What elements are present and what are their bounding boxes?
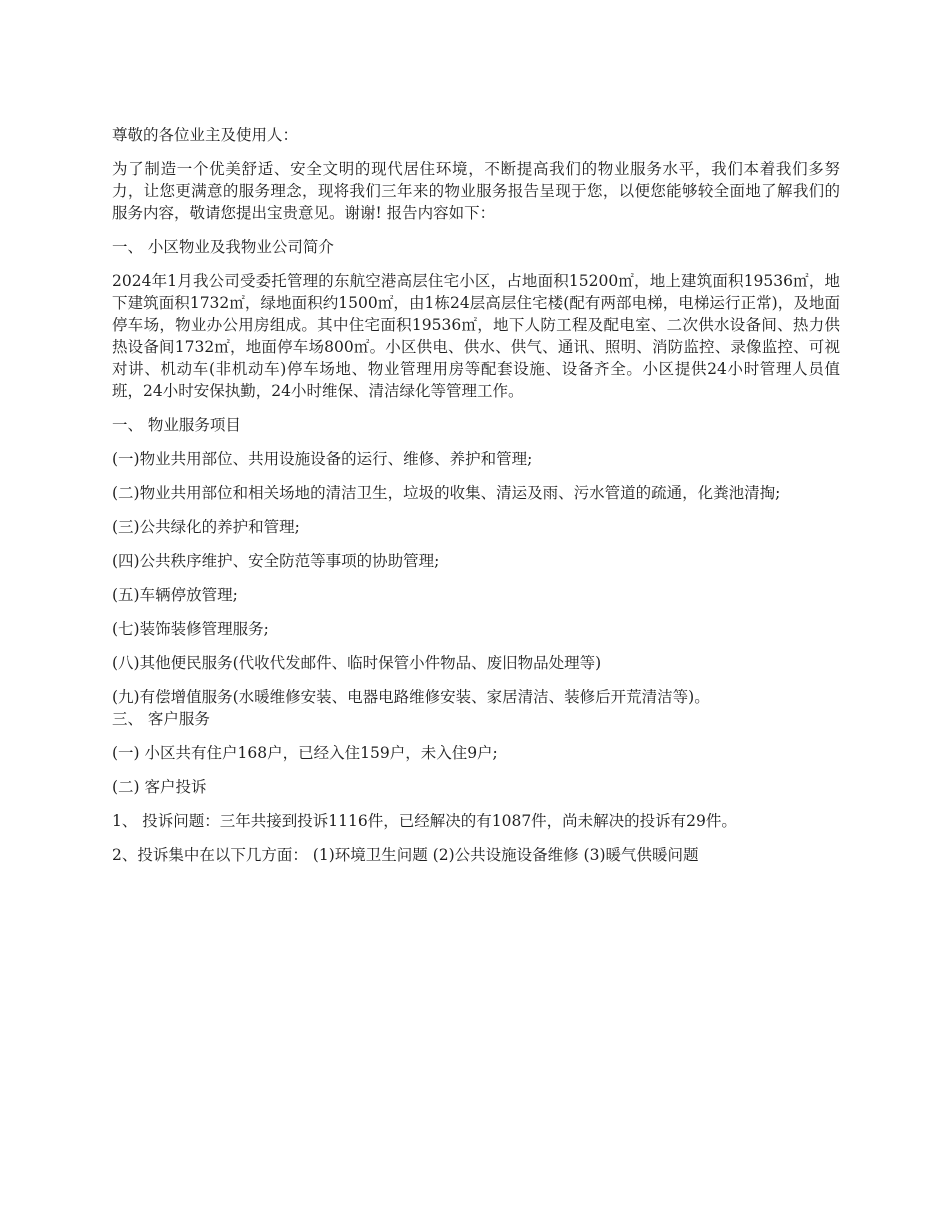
- service-item: (七)装饰装修管理服务;: [112, 620, 269, 638]
- section-heading-services: 一、 物业服务项目: [112, 416, 241, 434]
- service-item: (四)公共秩序维护、安全防范等事项的协助管理;: [112, 552, 440, 570]
- salutation: 尊敬的各位业主及使用人：: [112, 126, 299, 144]
- customer-item: (一) 小区共有住户168户，已经入住159户，未入住9户;: [112, 744, 498, 762]
- service-item: (二)物业共用部位和相关场地的清洁卫生，垃圾的收集、清运及雨、污水管道的疏通，化粪池清掏;: [112, 484, 781, 502]
- service-item: (一)物业共用部位、共用设施设备的运行、维修、养护和管理;: [112, 450, 533, 468]
- service-item: (五)车辆停放管理;: [112, 586, 238, 604]
- section-heading-profile: 一、 小区物业及我物业公司简介: [112, 238, 334, 256]
- customer-item: (二) 客户投诉: [112, 778, 207, 796]
- customer-item: 1、 投诉问题：三年共接到投诉1116件，已经解决的有1087件，尚未解决的投诉有29件。: [112, 812, 737, 830]
- profile-paragraph: 2024年1月我公司受委托管理的东航空港高层住宅小区，占地面积15200㎡，地上建筑面积19536㎡，地下建筑面积1732㎡，绿地面积约1500㎡，由1栋24层高层住宅楼(配有两部电梯，电梯运行正常)，及地面停车场，物业办公用房组成。其中住宅面积19536㎡，地下人防工程及配电室、二次供水设备间、热力供热设备间1732㎡，地面停车场800㎡。小区供电、供水、供气、通讯、照明、消防监控、录像监控、可视对讲、机动车(非机动车)停车场地、物业管理用房等配套设施、设备齐全。小区提供24小时管理人员值班，24小时安保执勤，24小时维保、清洁绿化等管理工作。: [112, 272, 840, 400]
- service-item: (三)公共绿化的养护和管理;: [112, 518, 300, 536]
- document-page: [112, 124, 840, 866]
- service-item: (九)有偿增值服务(水暖维修安装、电器电路维修安装、家居清洁、装修后开荒清洁等)。: [112, 688, 710, 706]
- intro-paragraph: 为了制造一个优美舒适、安全文明的现代居住环境，不断提高我们的物业服务水平，我们本着我们多努力，让您更满意的服务理念，现将我们三年来的物业服务报告呈现于您，以便您能够较全面地了解我们的服务内容，敬请您提出宝贵意见。谢谢! 报告内容如下：: [112, 160, 840, 222]
- service-item: (八)其他便民服务(代收代发邮件、临时保管小件物品、废旧物品处理等): [112, 654, 602, 672]
- customer-item: 2、投诉集中在以下几方面： (1)环境卫生问题 (2)公共设施设备维修 (3)暖气供暖问题: [112, 846, 699, 864]
- section-heading-customer: 三、 客户服务: [112, 710, 210, 728]
